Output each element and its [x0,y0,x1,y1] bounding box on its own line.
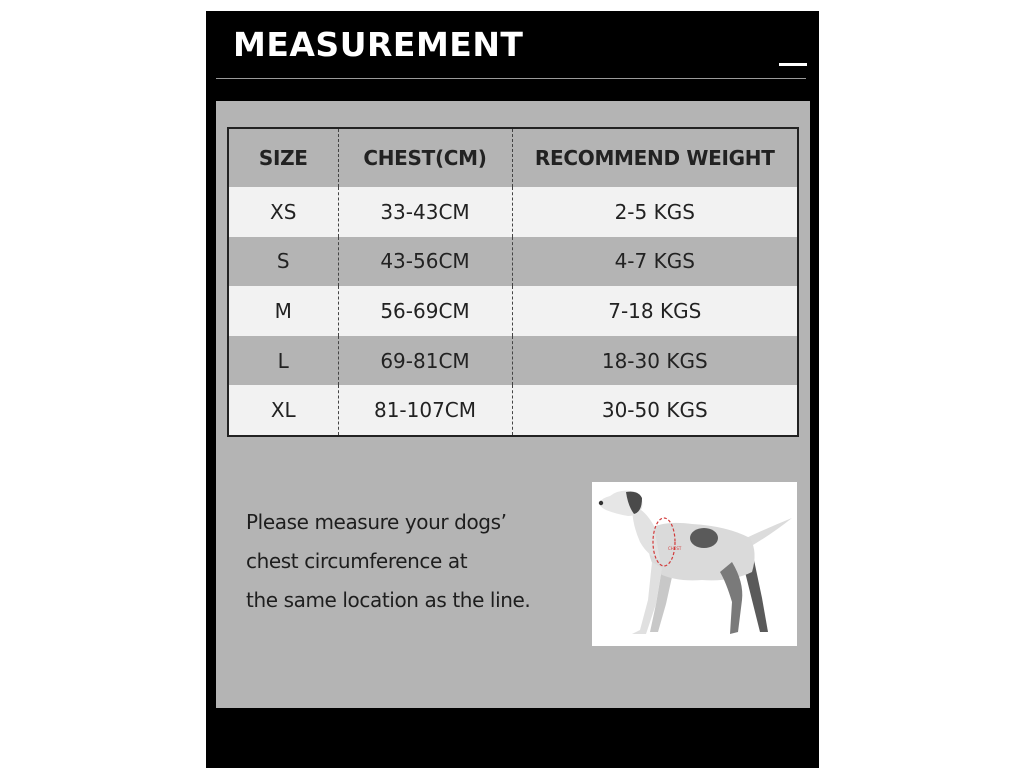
weight-cell: 7-18 KGS [512,286,798,336]
weight-cell: 2-5 KGS [512,187,798,237]
table-row [228,336,798,386]
size-cell: XL [228,385,338,436]
column-header-weight: RECOMMEND WEIGHT [512,128,798,187]
chest-cell: 81-107CM [338,385,512,436]
chest-cell: 43-56CM [338,237,512,287]
size-cell: M [228,286,338,336]
table-header-row [228,128,798,187]
size-cell: S [228,237,338,287]
weight-cell: 30-50 KGS [512,385,798,436]
chest-cell: 56-69CM [338,286,512,336]
title-divider [216,78,806,79]
chest-label: CHEST [668,546,682,551]
size-cell: XS [228,187,338,237]
dog-measurement-icon [592,482,797,646]
dog-illustration [592,482,797,646]
content-area [216,101,810,708]
measure-instructions [246,503,576,620]
page-title: MEASUREMENT [233,25,524,64]
table-row [228,237,798,287]
instruction-line: the same location as the line. [246,588,531,612]
minimize-dash [779,63,807,66]
chest-cell: 33-43CM [338,187,512,237]
table-row [228,385,798,436]
measurement-panel [206,11,819,768]
instruction-line: Please measure your dogs’ [246,510,507,534]
size-cell: L [228,336,338,386]
chest-cell: 69-81CM [338,336,512,386]
column-header-size: SIZE [228,128,338,187]
table-row [228,187,798,237]
weight-cell: 4-7 KGS [512,237,798,287]
weight-cell: 18-30 KGS [512,336,798,386]
instruction-line: chest circumference at [246,549,468,573]
size-chart-table [227,127,799,437]
column-header-chest: CHEST(CM) [338,128,512,187]
table-row [228,286,798,336]
